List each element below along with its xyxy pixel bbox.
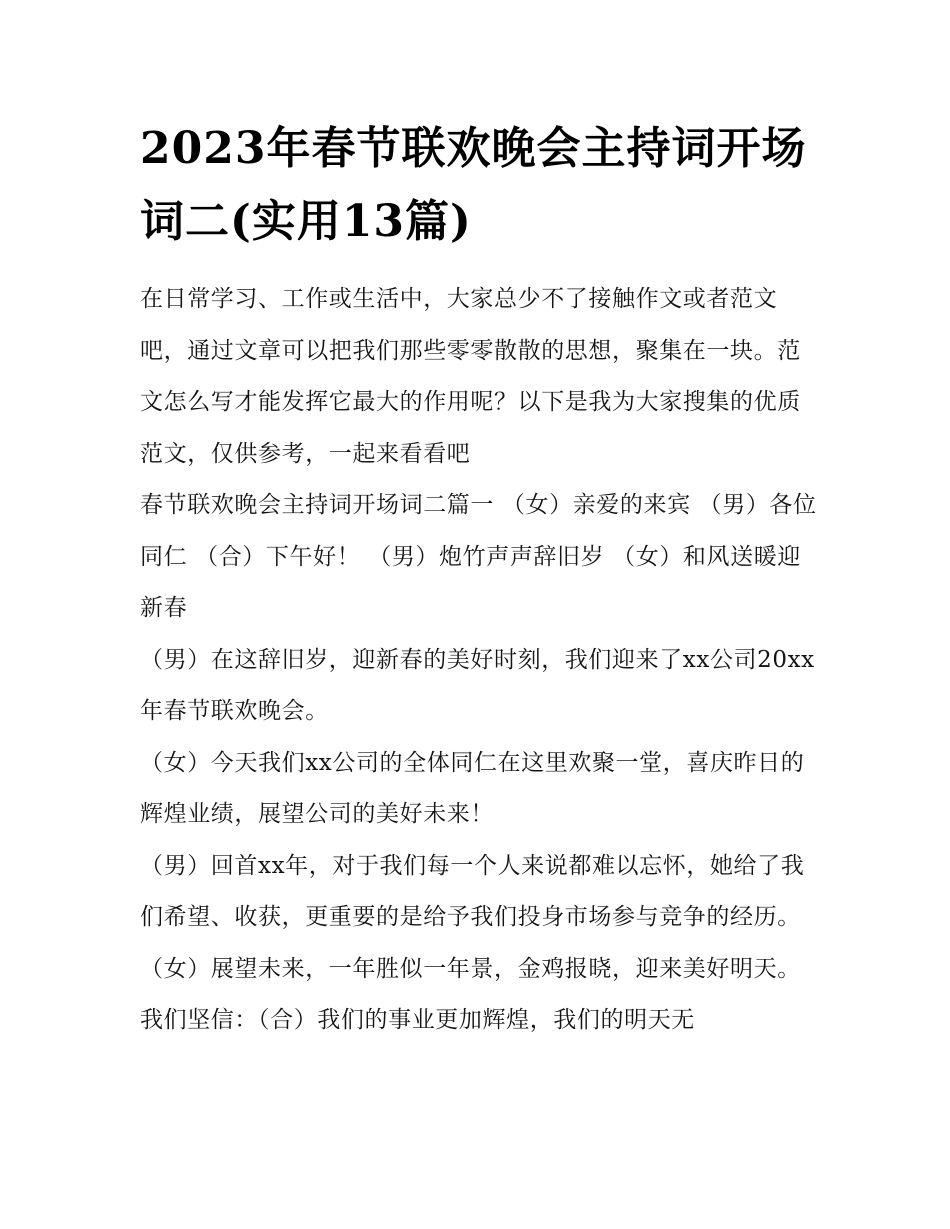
female-host-line-2: （女）展望未来，一年胜似一年景，金鸡报晓，迎来美好明天。我们坚信：（合）我们的事业更加辉煌，我们的明天无 xyxy=(140,955,801,1033)
document-title: 2023年春节联欢晚会主持词开场词二(实用13篇) xyxy=(140,123,807,247)
male-host-line-1: （男）在这辞旧岁，迎新春的美好时刻，我们迎来了xx公司20xx年春节联欢晚会。 xyxy=(140,646,815,724)
opening-paragraph: 春节联欢晚会主持词开场词二篇一 （女）亲爱的来宾 （男）各位同仁 （合）下午好！ （男）炮竹声声辞旧岁 （女）和风送暖迎新春 xyxy=(140,492,817,621)
intro-paragraph: 在日常学习、工作或生活中，大家总少不了接触作文或者范文吧，通过文章可以把我们那些零零散散的思想，聚集在一块。范文怎么写才能发挥它最大的作用呢？以下是我为大家搜集的优质范文，仅供参考，一起来看看吧 xyxy=(140,286,801,467)
male-host-line-2: （男）回首xx年，对于我们每一个人来说都难以忘怀，她给了我们希望、收获，更重要的是给予我们投身市场参与竞争的经历。 xyxy=(140,852,805,930)
document-page xyxy=(140,0,820,1229)
document-body xyxy=(140,274,820,1047)
female-host-line-1: （女）今天我们xx公司的全体同仁在这里欢聚一堂，喜庆昨日的辉煌业绩，展望公司的美好未来！ xyxy=(140,749,805,827)
